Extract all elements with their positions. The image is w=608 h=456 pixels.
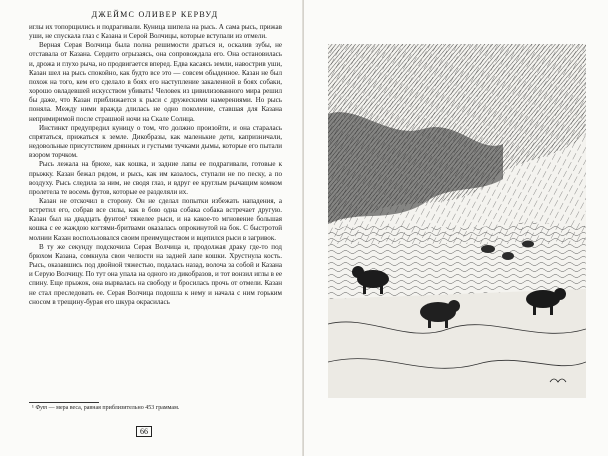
footnote-text: — мера веса, равная приблизительно 453 граммам.: [47, 405, 180, 411]
paragraph: В ту же секунду подскочила Серая Волчица и, продолжая драку где-то под брюхом Казана, сомкнула свои челюсти на задней лапе кошки. Хрустнула кость. Рысь, оказавшись под двойной тяжестью, подалась назад, волоча за собой и Казана и Серую Волчицу. По тут она упала на одного из дикобразов, и тот вонзил иглы в ее спину. Еще прыжок, она вырвалась на свободу и бросилась прочь от отмели. Казан не стал преследовать ее. Серая Волчица подошла к нему и начала с ним горьким сносом в трещину-бурая его шкура окрасилась: [29, 242, 282, 306]
paragraph: Инстинкт предупредил куницу о том, что должно произойти, и она старалась спрятаться, прижаться к земле. Дикобразы, как маленькие дети, капризничали, недовольные присутствием дрянных и густыми тучками дымы, которые его пытали взором торчком.: [29, 123, 282, 160]
paragraph: иглы их топорщились и подрагивали. Куница шипела на рысь. А сама рысь, прижав уши, не спускала глаз с Казана и Серой Волчицы, которые вступали из отмели.: [29, 23, 282, 41]
footnote-rule: [29, 402, 99, 403]
illustration: [328, 44, 586, 398]
paragraph: Верная Серая Волчица была полна решимости драться и, оскалив зубы, не отставала от Казана. Сердито огрызаясь, она сопровождала его. Она остановилась и, дрожа и глухо рыча, но продвигается вперед. Едва касаясь земли, навострив уши, Казан шел на рысь спокойно, как будто все это — совсем обыденное. Казан не был похож на того, кем его сделало в боях его наступление закаленной в боях собаки, хорошо овладевшей искусством убивать! Человек из цивилизованного мира решил бы даже, что Казан приближается к рыси с дружескими намерениями. Но рысь поняла. Между ними вражда длилась не одно поколение, ставшая для Казана непримиримой после страшной ночи на Скале Солнца.: [29, 41, 282, 123]
footnote-term: Фут: [35, 405, 48, 411]
paragraph: Казан не отскочил в сторону. Он не сделал попытки избежать нападения, а встретил его, собрав все силы, как в бою одна собака собака встречает другую. Казан был на двадцать фунтов¹ тяжелее рыси, и на какое-то мгновение большая кошка с ее жаждою когтями-бритвами оказалась опрокинутой на бок. С быстротой молнии Казан воспользовался своим преимуществом и вцепился рыси в загривок.: [29, 196, 282, 242]
page-number: 66: [136, 426, 152, 437]
footnote: [32, 405, 282, 411]
running-head: ДЖЕЙМС ОЛИВЕР КЕРВУД: [91, 10, 219, 19]
footnote-marker: ¹: [32, 405, 34, 411]
paragraph: Рысь лежала на брюхе, как кошка, и задние лапы ее подрагивали, готовые к прыжку. Казан бежал рядом, и рысь, как им казалось, ступали не по песку, а по воздуху. Рысь следила за ним, не сводя глаз, и вдруг ее круглым рычащим комком пролетела те восемь футов, которые ее разделяли их.: [29, 160, 282, 196]
body-text: [29, 23, 282, 307]
ink-illustration: [328, 44, 586, 398]
